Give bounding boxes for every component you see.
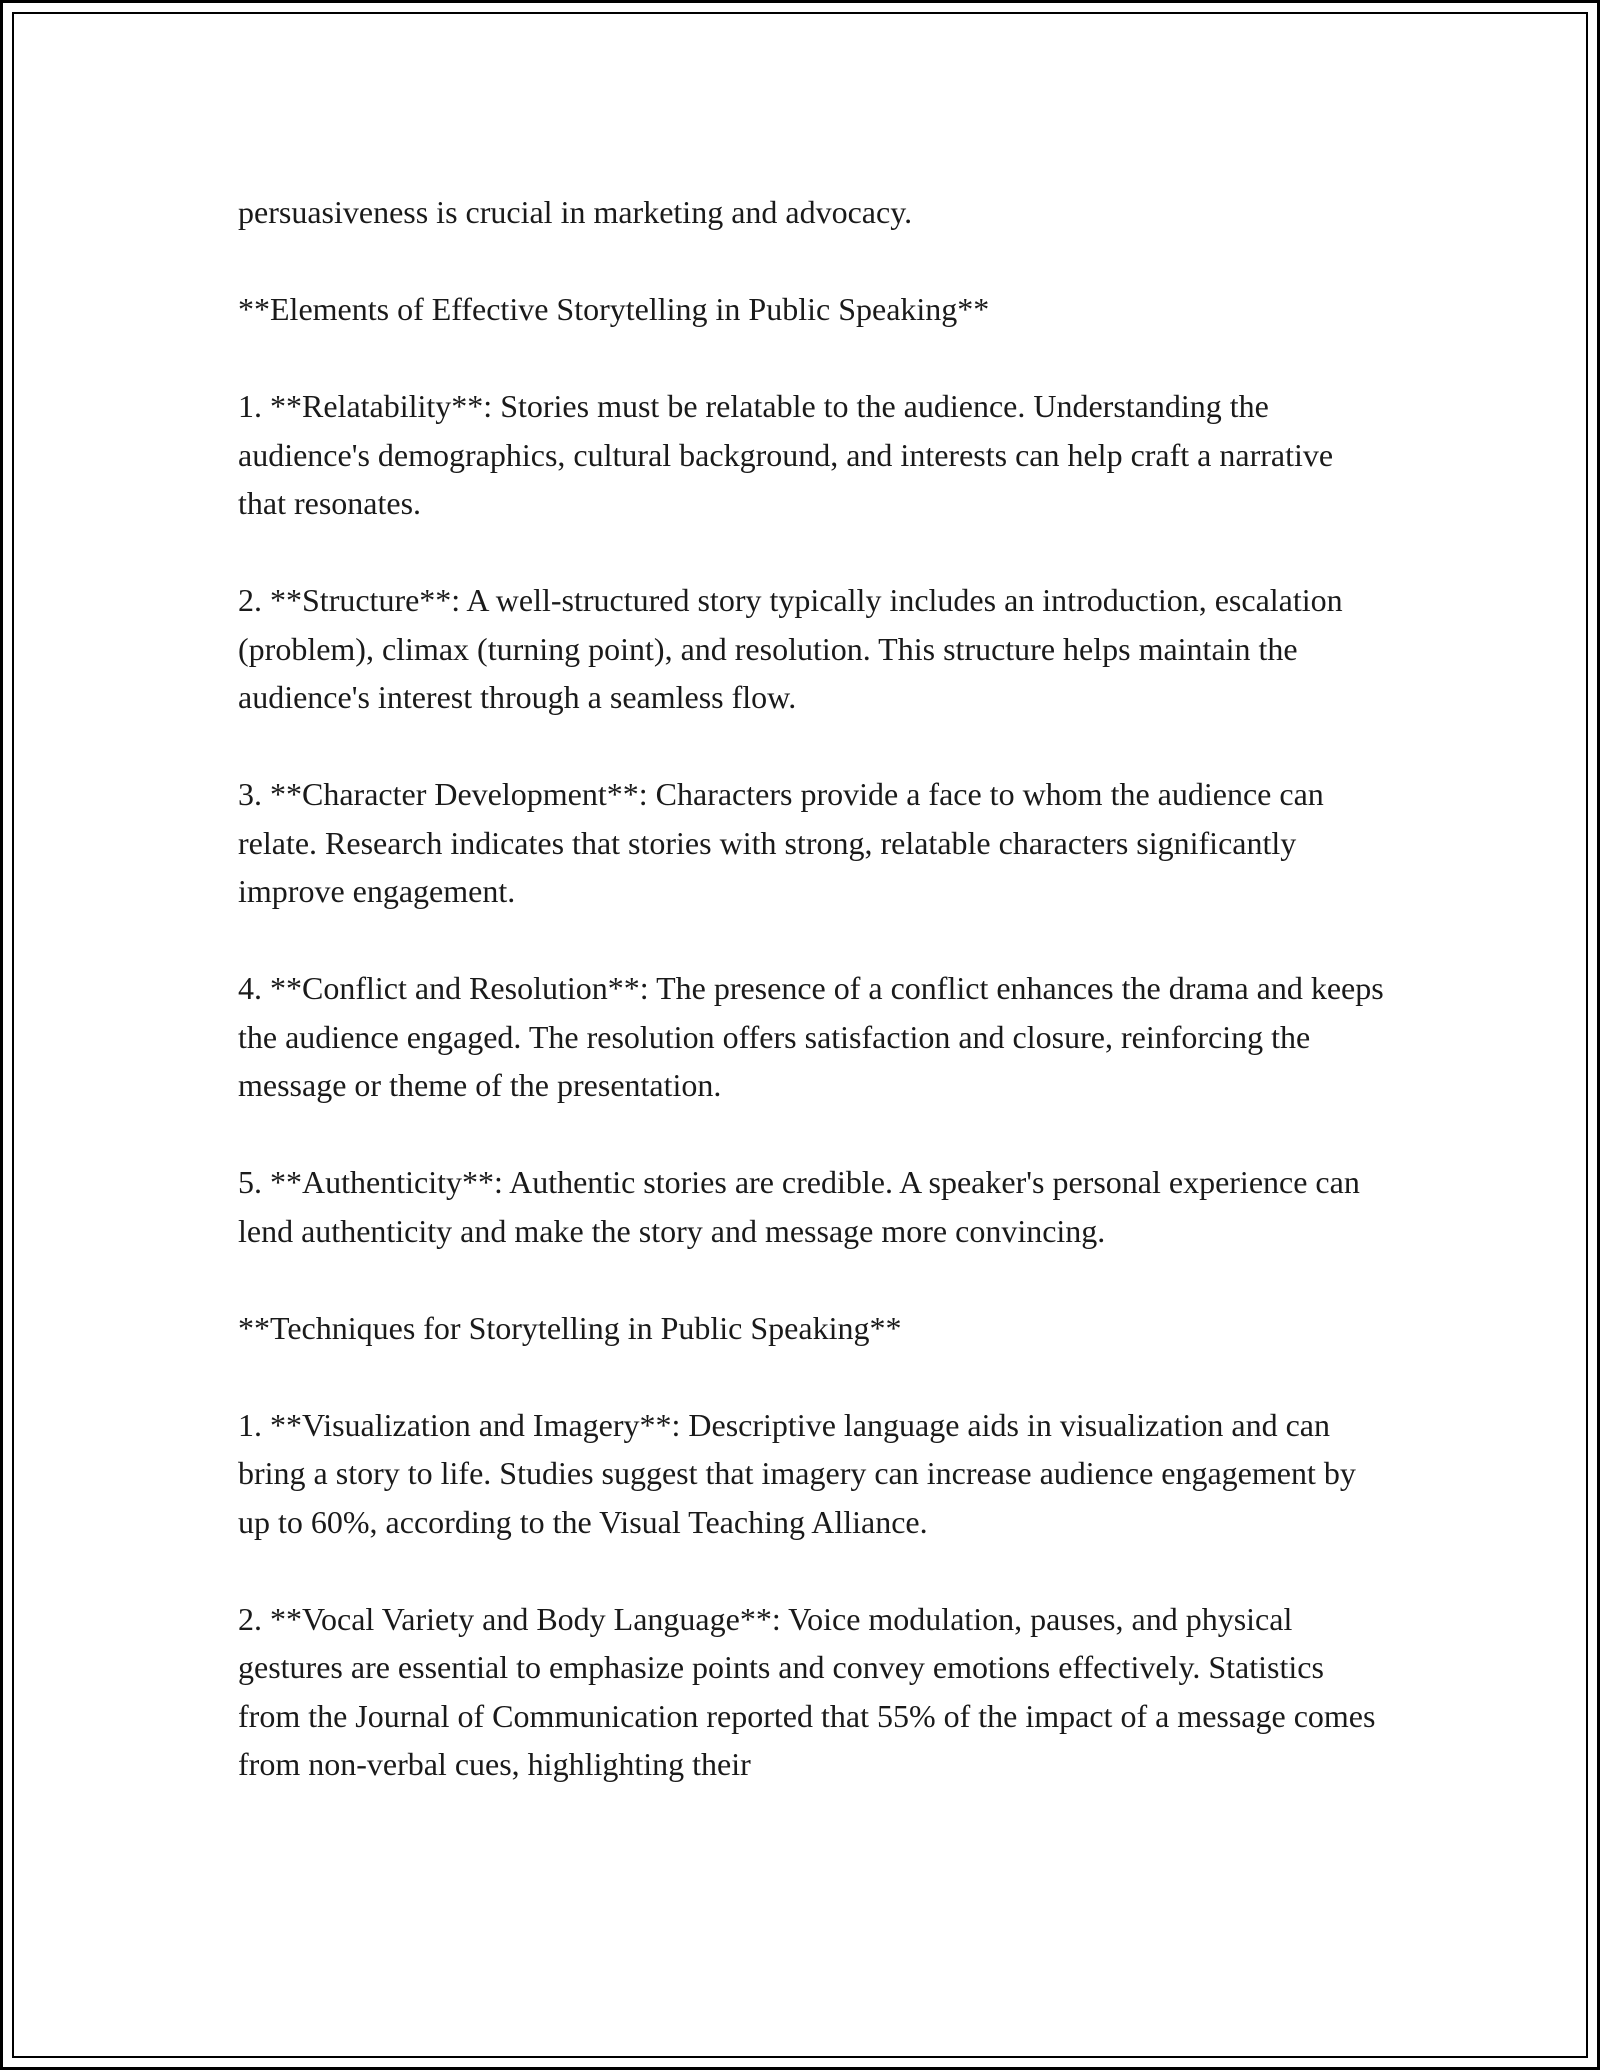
paragraph-intro-continuation: persuasiveness is crucial in marketing and advocacy. [238, 194, 913, 230]
list-item-character-development: 3. **Character Development**: Characters provide a face to whom the audience can relate. Research indicates that stories with strong, relatable characters significantly improve engagement. [238, 776, 1324, 909]
list-item-conflict-resolution: 4. **Conflict and Resolution**: The presence of a conflict enhances the drama and keeps the audience engaged. The resolution offers satisfaction and closure, reinforcing the message or theme of the presentation. [238, 970, 1384, 1103]
section-heading-techniques: **Techniques for Storytelling in Public Speaking** [238, 1309, 902, 1346]
list-item-visualization-imagery: 1. **Visualization and Imagery**: Descriptive language aids in visualization and can bring a story to life. Studies suggest that imagery can increase audience engagement by up to 60%, according to the Visual Teaching Alliance. [238, 1406, 1356, 1540]
list-item-relatability: 1. **Relatability**: Stories must be relatable to the audience. Understanding the audience's demographics, cultural background, and interests can help craft a narrative that resonates. [238, 388, 1334, 521]
list-item-structure: 2. **Structure**: A well-structured story typically includes an introduction, escalation (problem), climax (turning point), and resolution. This structure helps maintain the audience's interest through a seamless flow. [238, 582, 1343, 715]
list-item-authenticity: 5. **Authenticity**: Authentic stories are credible. A speaker's personal experience can lend authenticity and make the story and message more convincing. [238, 1164, 1360, 1249]
document-body [238, 188, 1388, 1789]
list-item-vocal-variety-body-language: 2. **Vocal Variety and Body Language**: Voice modulation, pauses, and physical gestures are essential to emphasize points and convey emotions effectively. Statistics from the Journal of Communication reported that 55% of the impact of a message comes from non-verbal cues, highlighting their [238, 1600, 1376, 1782]
section-heading-elements: **Elements of Effective Storytelling in Public Speaking** [238, 291, 990, 327]
